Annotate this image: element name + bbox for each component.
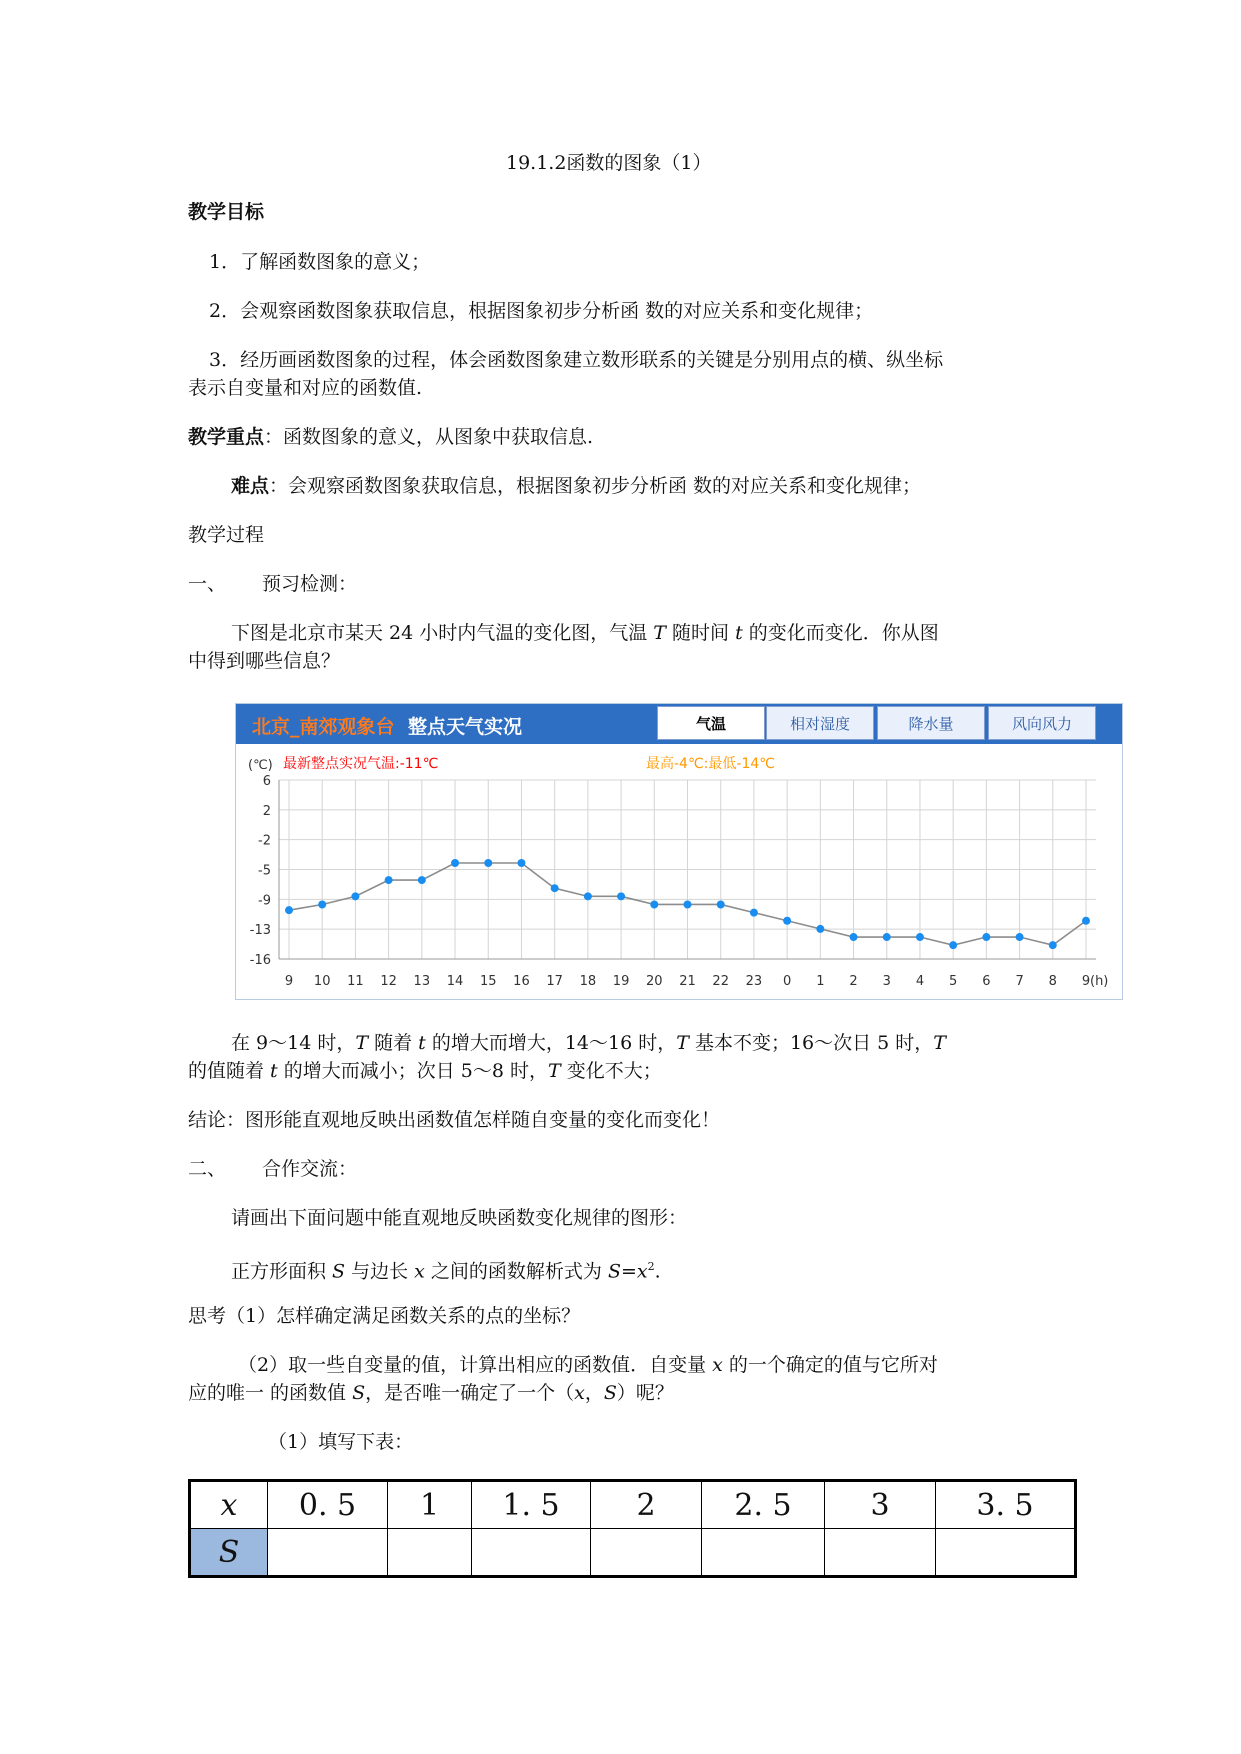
var-x: x — [574, 1382, 585, 1404]
data-point — [517, 859, 525, 867]
prompt-text: 与边长 — [345, 1260, 415, 1283]
data-point — [949, 941, 957, 949]
x-s-table — [188, 1479, 1077, 1578]
x-tick-label: 22 — [712, 974, 729, 989]
x-value-cell: 1 — [388, 1481, 472, 1529]
think-text: ， — [584, 1382, 604, 1404]
answer-text: 的增大而增大，14～16 时， — [425, 1032, 677, 1054]
var-t: t — [270, 1060, 278, 1082]
data-point — [684, 900, 692, 908]
temp-range-label: 最高-4℃:最低-14℃ — [646, 756, 775, 772]
y-tick-label: -2 — [258, 833, 271, 849]
y-axis-unit: (℃) — [248, 758, 273, 773]
data-point — [451, 859, 459, 867]
data-point — [617, 892, 625, 900]
page-title: 19.1.2函数的图象（1） — [506, 152, 712, 174]
var-t: t — [418, 1032, 426, 1054]
var-T: T — [676, 1032, 689, 1054]
x-tick-label: 15 — [479, 974, 497, 989]
s-value-cell[interactable] — [825, 1529, 936, 1577]
data-point — [883, 933, 891, 941]
data-point — [816, 925, 824, 933]
s-value-cell[interactable] — [388, 1529, 472, 1577]
y-tick-label: -5 — [258, 863, 271, 879]
var-S: S — [352, 1382, 366, 1404]
objectives-heading: 教学目标 — [188, 201, 265, 223]
y-tick-label: -9 — [258, 893, 271, 909]
process-heading: 教学过程 — [188, 524, 265, 546]
x-axis-unit: (h) — [1090, 974, 1109, 989]
x-value-cell: 0. 5 — [268, 1481, 388, 1529]
var-x: x — [712, 1354, 723, 1376]
key-points-text: ：函数图象的意义，从图象中获取信息. — [264, 426, 594, 448]
prompt-1: 请画出下面问题中能直观地反映函数变化规律的图形： — [231, 1207, 688, 1229]
x-tick-label: 14 — [446, 974, 464, 989]
data-point — [351, 892, 359, 900]
x-tick-label: 21 — [679, 974, 696, 989]
var-T: T — [547, 1060, 561, 1082]
tab-precipitation[interactable]: 降水量 — [877, 706, 985, 740]
y-tick-label: 2 — [262, 803, 271, 819]
data-point — [418, 876, 426, 884]
var-S: S — [332, 1260, 346, 1283]
answer-text: 在 9～14 时， — [231, 1032, 356, 1054]
s-value-cell[interactable] — [268, 1529, 388, 1577]
difficulty — [231, 473, 921, 499]
tab-wind[interactable]: 风向风力 — [988, 706, 1096, 740]
var-T: T — [355, 1032, 369, 1054]
objective-1: 1．了解函数图象的意义； — [209, 251, 431, 273]
prompt-text: 正方形面积 — [231, 1260, 333, 1283]
question-text: 下图是北京市某天 24 小时内气温的变化图，气温 — [231, 622, 654, 644]
x-tick-label: 11 — [347, 974, 364, 989]
think-text: （2）取一些自变量的值，计算出相应的函数值．自变量 — [238, 1354, 713, 1376]
table-row-s — [190, 1529, 1076, 1577]
answer-text: 的增大而减小；次日 5～8 时， — [277, 1060, 548, 1082]
x-value-cell: 3. 5 — [936, 1481, 1076, 1529]
x-tick-label: 18 — [579, 974, 597, 989]
data-point — [484, 859, 492, 867]
data-point — [650, 900, 658, 908]
answer-line1 — [231, 1030, 946, 1056]
key-points — [188, 424, 593, 450]
objective-2: 2．会观察函数图象获取信息，根据图象初步分析函 数的对应关系和变化规律； — [209, 300, 874, 322]
x-tick-label: 8 — [1048, 974, 1057, 989]
station-name: 北京_南郊观象台 — [252, 716, 395, 738]
s-header-cell: S — [190, 1529, 268, 1577]
x-value-cell: 1. 5 — [472, 1481, 591, 1529]
widget-title: 整点天气实况 — [408, 716, 523, 738]
data-point — [285, 906, 293, 914]
prompt-text: 之间的函数解析式为 — [424, 1260, 608, 1283]
question-text: 的变化而变化．你从图 — [742, 622, 939, 644]
data-point — [783, 917, 791, 925]
section-1-number: 一、 — [188, 573, 227, 595]
x-tick-label: 4 — [915, 974, 925, 989]
answer-text: 基本不变；16～次日 5 时， — [688, 1032, 934, 1054]
y-tick-label: 6 — [262, 774, 271, 789]
difficulty-text: ：会观察函数图象获取信息，根据图象初步分析函 数的对应关系和变化规律； — [269, 475, 922, 497]
data-point — [916, 933, 924, 941]
x-tick-label: 2 — [849, 974, 858, 989]
data-point — [584, 892, 592, 900]
section-2-number: 二、 — [188, 1158, 227, 1180]
data-point — [1049, 941, 1057, 949]
think-1: 思考（1）怎样确定满足函数关系的点的坐标？ — [188, 1305, 581, 1327]
question-text: 随时间 — [665, 622, 736, 644]
x-tick-label: 5 — [949, 974, 958, 989]
y-tick-label: -13 — [249, 923, 271, 939]
data-point — [551, 884, 559, 892]
question-line1 — [231, 620, 939, 646]
x-tick-label: 12 — [380, 974, 397, 989]
data-point — [750, 909, 758, 917]
table-row-x — [190, 1481, 1076, 1529]
tab-temperature[interactable]: 气温 — [657, 706, 765, 740]
s-value-cell[interactable] — [702, 1529, 825, 1577]
x-tick-label: 6 — [982, 974, 991, 989]
chart-grid — [279, 780, 1096, 959]
data-point — [385, 876, 393, 884]
data-point — [717, 900, 725, 908]
formula-exponent: 2 — [647, 1260, 655, 1273]
x-tick-label: 17 — [546, 974, 563, 989]
x-value-cell: 2. 5 — [702, 1481, 825, 1529]
think-text: 的一个确定的值与它所对 — [722, 1354, 938, 1376]
objective-3-line2: 表示自变量和对应的函数值. — [188, 377, 423, 399]
answer-line2 — [188, 1058, 662, 1084]
section-1-title: 预习检测： — [262, 573, 358, 595]
x-header-cell: x — [190, 1481, 268, 1529]
think-2-line1 — [238, 1352, 938, 1378]
var-t: t — [735, 622, 743, 644]
var-S: S — [603, 1382, 617, 1404]
key-points-label: 教学重点 — [188, 426, 265, 448]
widget-header — [236, 704, 1122, 744]
section-2-title: 合作交流： — [262, 1158, 358, 1180]
x-tick-label: 0 — [782, 974, 792, 989]
x-tick-label: 9 — [1081, 974, 1091, 989]
data-point — [982, 933, 990, 941]
x-tick-label: 16 — [513, 974, 530, 989]
current-temp-label: 最新整点实况气温:-11℃ — [283, 756, 439, 772]
x-tick-label: 13 — [413, 974, 431, 989]
fill-instruction: （1）填写下表： — [268, 1431, 414, 1453]
think-2-line2 — [188, 1380, 674, 1406]
x-tick-label: 19 — [612, 974, 630, 989]
data-point — [1016, 933, 1024, 941]
prompt-text: . — [654, 1260, 661, 1283]
data-point — [1082, 917, 1090, 925]
conclusion: 结论：图形能直观地反映出函数值怎样随自变量的变化而变化！ — [188, 1109, 721, 1131]
x-tick-label: 20 — [646, 974, 663, 989]
answer-text: 变化不大； — [560, 1060, 662, 1082]
x-tick-label: 7 — [1015, 974, 1024, 989]
s-value-cell[interactable] — [472, 1529, 591, 1577]
answer-text: 的值随着 — [188, 1060, 271, 1082]
question-line2: 中得到哪些信息？ — [188, 650, 341, 672]
difficulty-label: 难点 — [231, 475, 270, 497]
temperature-chart — [236, 744, 1122, 999]
x-tick-label: 23 — [745, 974, 763, 989]
think-text: 应的唯一 的函数值 — [188, 1382, 353, 1404]
data-point — [850, 933, 858, 941]
formula: S=x — [607, 1260, 648, 1283]
think-text: ）呢？ — [616, 1382, 674, 1404]
var-T: T — [653, 622, 666, 644]
s-value-cell[interactable] — [591, 1529, 702, 1577]
x-value-cell: 3 — [825, 1481, 936, 1529]
x-tick-label: 10 — [313, 974, 331, 989]
x-value-cell: 2 — [591, 1481, 702, 1529]
data-point — [318, 900, 326, 908]
tab-humidity[interactable]: 相对湿度 — [766, 706, 874, 740]
x-tick-label: 3 — [882, 974, 891, 989]
s-value-cell[interactable] — [936, 1529, 1076, 1577]
x-tick-label: 1 — [816, 974, 825, 989]
y-tick-label: -16 — [249, 953, 271, 968]
answer-text: 随着 — [368, 1032, 419, 1054]
var-T: T — [933, 1032, 946, 1054]
var-x: x — [414, 1260, 425, 1283]
prompt-2 — [231, 1254, 661, 1284]
weather-widget — [235, 703, 1123, 1000]
objective-3-line1: 3．经历画函数图象的过程，体会函数图象建立数形联系的关键是分别用点的横、纵坐标 — [209, 349, 944, 371]
x-tick-label: 9 — [284, 974, 294, 989]
think-text: ，是否唯一确定了一个（ — [365, 1382, 575, 1404]
